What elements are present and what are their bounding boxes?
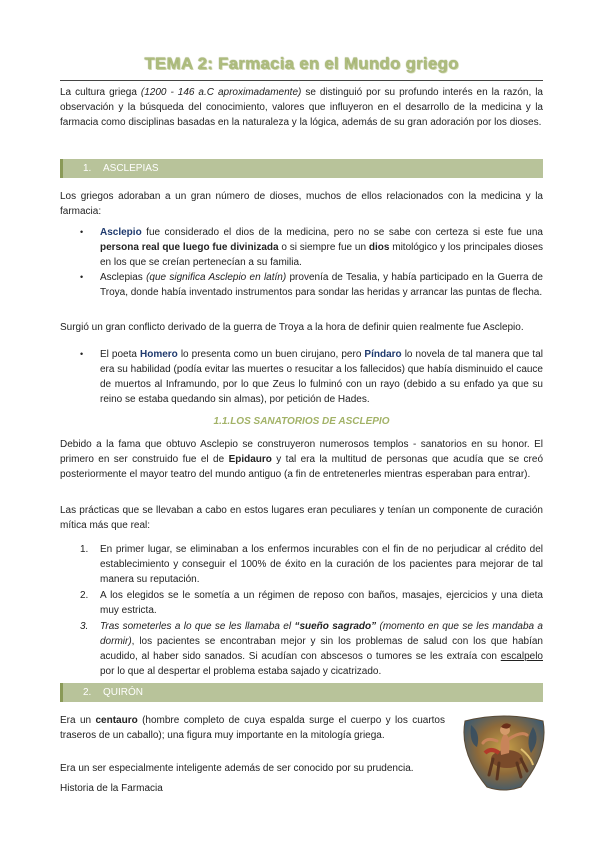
practice-item xyxy=(60,588,543,618)
text: provenía de Tesalia, y había participado en la Guerra de Troya, donde había inventado instrumentos para sondar las heridas y arrancar las puntas de flecha. xyxy=(100,272,543,298)
bold-epidauro: Epidauro xyxy=(228,454,272,465)
text: Tras someterles a lo que se les llamaba el xyxy=(100,621,295,632)
item-number: 2. xyxy=(80,590,89,601)
bullet-homero xyxy=(60,347,543,407)
text: por lo que al despertar el problema estaba sajado y cicatrizado. xyxy=(100,666,382,677)
text: Asclepias xyxy=(100,272,147,283)
bullet-asclepio xyxy=(60,225,543,270)
text: , los pacientes se encontraban mejor y sin los problemas de salud con los que habían acudido, al haber sido sanados. Si acudían con abscesos o tumores se les extraía con xyxy=(100,636,543,662)
text: El poeta xyxy=(100,349,140,360)
centaur-image xyxy=(461,713,547,791)
section-1-bullets xyxy=(60,225,543,300)
text: lo novela de tal manera que tal era su habilidad (podía evitar las muertes o resucitar a los fallecidos) que había disminuido el cauce de muertos al Inframundo, por lo que Zeus lo fulminó con un rayo (debido a su enfado ya que su reino se estaba quedando sin almas), por petición de Hades. xyxy=(100,349,543,405)
section-2-paragraph-1 xyxy=(60,713,445,743)
practices-list xyxy=(60,542,543,680)
bold-text: dios xyxy=(368,242,390,253)
name-asclepio: Asclepio xyxy=(100,227,142,238)
name-pindaro: Píndaro xyxy=(364,349,402,360)
section-2-label: QUIRÓN xyxy=(103,687,143,698)
bold-text: persona real que luego fue divinizada xyxy=(100,242,279,253)
underlined-escalpelo: escalpelo xyxy=(500,651,543,662)
section-2-header xyxy=(60,683,543,702)
text: (hombre completo de cuya espalda surge el cuerpo y los cuartos traseros de un caballo); una figura muy importante en la mitología griega. xyxy=(60,715,445,741)
text: Era un xyxy=(60,715,96,726)
quiron-illustration xyxy=(461,713,547,791)
text: lo presenta como un buen cirujano, pero xyxy=(177,349,365,360)
section-1-number: 1. xyxy=(83,163,92,174)
subsection-paragraph-2: Las prácticas que se llevaban a cabo en estos lugares eran peculiares y tenían un componente de curación mítica más que real: xyxy=(60,505,543,531)
item-text: A los elegidos se le sometía a un régimen de reposo con baños, masajes, ejercicios y una dieta muy estricta. xyxy=(100,590,543,616)
text: y tal era la multitud de personas que acudía que se creó posteriormente el mayor teatro del mundo antiguo (a fin de entretenerles mientras esperaban para entrar). xyxy=(60,454,544,480)
bullet-asclepias xyxy=(60,270,543,300)
section-1-label: ASCLEPIAS xyxy=(103,163,159,174)
intro-dates: (1200 - 146 a.C aproximadamente) xyxy=(140,87,302,98)
section-1-intro: Los griegos adoraban a un gran número de dioses, muchos de ellos relacionados con la medicina y la farmacia: xyxy=(60,191,543,217)
intro-text-1: La cultura griega xyxy=(60,87,141,98)
text: mitológico y los principales dioses en los que se creían pertenecían a su familia. xyxy=(100,242,544,268)
item-number: 3. xyxy=(80,621,89,632)
bullet-icon: • xyxy=(80,272,84,282)
practice-item xyxy=(60,619,543,679)
name-homero: Homero xyxy=(140,349,178,360)
page-title: TEMA 2: Farmacia en el Mundo griego xyxy=(144,54,459,73)
bullet-icon: • xyxy=(80,227,84,237)
practice-item xyxy=(60,542,543,587)
bullet-icon: • xyxy=(80,349,84,359)
item-text: En primer lugar, se eliminaban a los enfermos incurables con el fin de no perjudicar al crédito del establecimiento y conseguir el 100% de éxito en la curación de los pacientes para mejorar de tal manera su reputación. xyxy=(100,544,543,585)
italic-text: (momento en que se les mandaba a dormir) xyxy=(100,621,543,647)
item-number: 1. xyxy=(80,544,89,555)
italic-text: (que significa Asclepio en latín) xyxy=(146,272,287,283)
intro-paragraph xyxy=(60,85,543,130)
bold-centauro: centauro xyxy=(95,715,138,726)
section-1-bullets-2 xyxy=(60,347,543,407)
subsection-paragraph-1 xyxy=(60,437,543,482)
title-underline xyxy=(60,80,543,81)
subsection-heading: 1.1.LOS SANATORIOS DE ASCLEPIO xyxy=(213,416,390,427)
text: o si siempre fue un xyxy=(278,242,369,253)
text: Debido a la fama que obtuvo Asclepio se construyeron numerosos templos - sanatorios en su honor. El primero en ser construido fue el de xyxy=(60,439,543,465)
bold-sueno-sagrado: “sueño sagrado” xyxy=(294,621,377,632)
section-1-conflict: Surgió un gran conflicto derivado de la guerra de Troya a la hora de definir quien realmente fue Asclepio. xyxy=(60,322,524,333)
intro-text-2: se distinguió por su profundo interés en la razón, la observación y la búsqueda del conocimiento, valores que influyeron en el desarrollo de la medicina y la farmacia como disciplinas basadas en la naturaleza y la lógica, además de su gran adoración por los dioses. xyxy=(60,87,543,128)
section-1-header xyxy=(60,159,543,178)
text: fue considerado el dios de la medicina, pero no se sabe con certeza si este fue una xyxy=(141,227,543,238)
page-footer: Historia de la Farmacia xyxy=(60,783,163,794)
section-2-paragraph-2: Era un ser especialmente inteligente además de ser conocido por su prudencia. xyxy=(60,763,414,774)
section-2-number: 2. xyxy=(83,687,92,698)
